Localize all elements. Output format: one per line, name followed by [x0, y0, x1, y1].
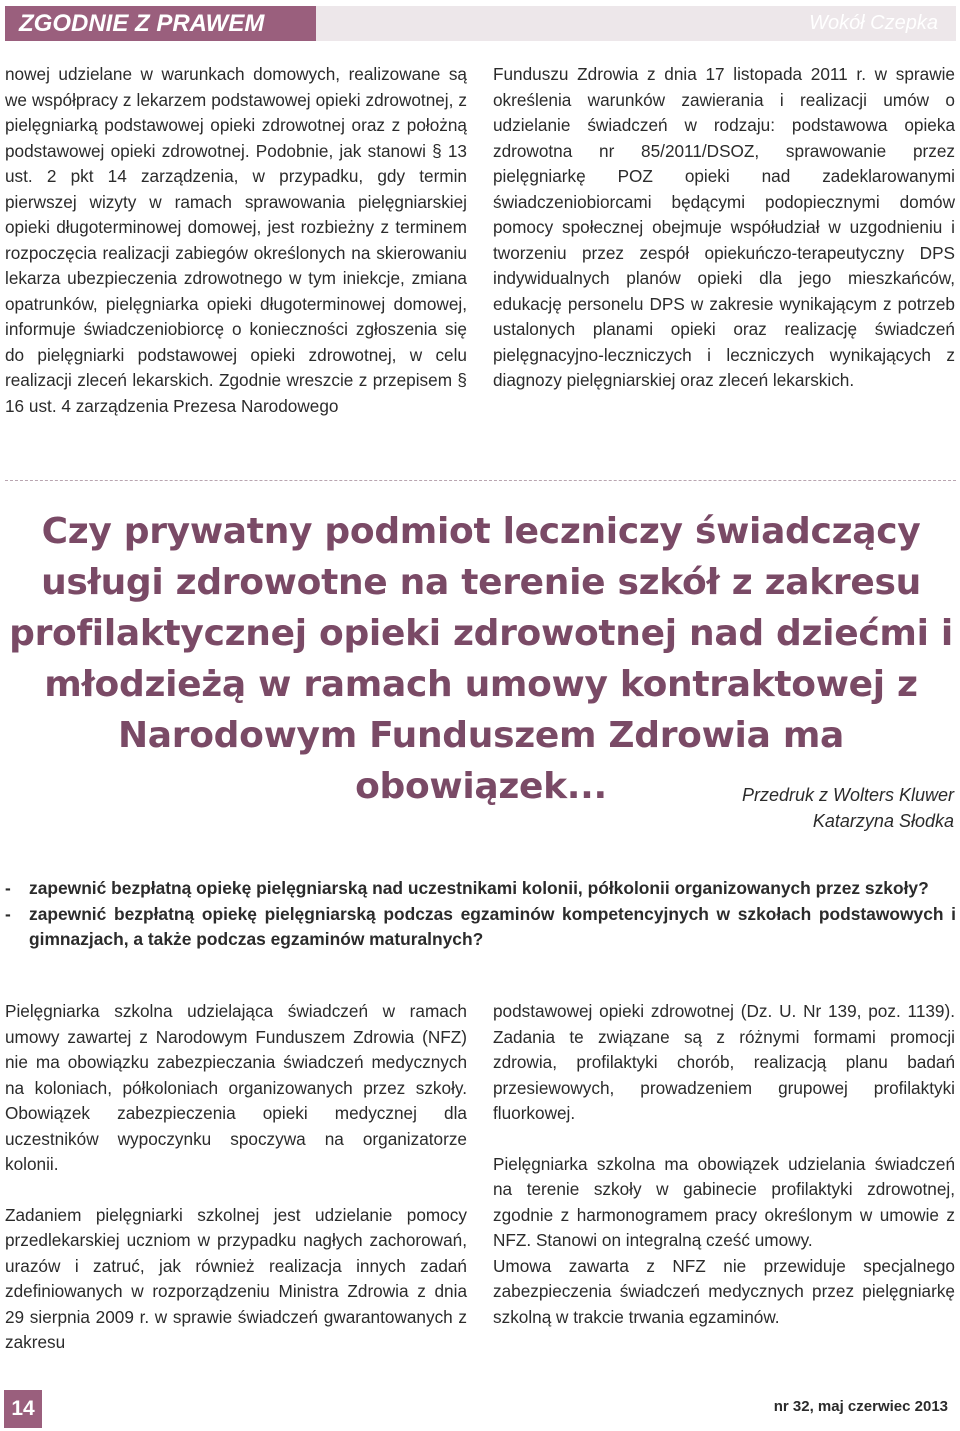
credit-author: Katarzyna Słodka — [812, 811, 954, 831]
question-item — [5, 876, 956, 902]
body-paragraph: podstawowej opieki zdrowotnej (Dz. U. Nr 139, poz. 1139). Zadania te związane są z różnymi formami promocji zdrowia, profilaktyki chorób, realizacją planu badań przesiewowych, prowadzeniem grupowej profilaktyki fluorkowej. — [493, 1001, 955, 1123]
bottom-right-column — [493, 999, 955, 1330]
page-number: 14 — [4, 1390, 42, 1428]
top-right-paragraph: Funduszu Zdrowia z dnia 17 listopada 2011 r. w sprawie określenia warunków zawierania i realizacji umów o udzielanie świadczeń w rodzaju: podstawowa opieka zdrowotna nr 85/2011/DSOZ, sprawowanie przez pielęgniarkę POZ opieki nad zadeklarowanymi świadczeniobiorcami będącymi podopiecznymi domów pomocy społecznej obejmuje współudział w uzgodnieniu i tworzeniu przez zespół opiekuńczo-terapeutyczny DPS indywidualnych planów opieki dla jego mieszkańców, edukację personelu DPS w zakresie wynikającym z potrzeb ustalonych planami opieki oraz realizację świadczeń pielęgnacyjno-leczniczych i leczniczych wynikających z diagnozy pielęgniarskiej oraz zleceń lekarskich. — [493, 64, 955, 390]
body-paragraph: Umowa zawarta z NFZ nie przewiduje specjalnego zabezpieczenia świadczeń medycznych przez pielęgniarkę szkolną w trakcie trwania egzaminów. — [493, 1255, 955, 1327]
bullet-dash: - — [5, 878, 11, 898]
article-headline: Czy prywatny podmiot leczniczy świadczący usługi zdrowotne na terenie szkół z zakresu profilaktycznej opieki zdrowotnej nad dziećmi i młodzieżą w ramach umowy kontraktowej z Narodowym Funduszem Zdrowia ma obowiązek... — [9, 511, 953, 807]
page-header — [5, 6, 956, 41]
section-divider — [5, 480, 956, 481]
top-right-column — [493, 62, 955, 394]
body-paragraph: Zadaniem pielęgniarki szkolnej jest udzielanie pomocy przedlekarskiej uczniom w przypadku nagłych zachorowań, urazów i zatruć, jak również realizacja innych zadań zdefiniowanych w rozporządzeniu Ministra Zdrowia z dnia 29 sierpnia 2009 r. w sprawie świadczeń gwarantowanych z zakresu — [5, 1204, 467, 1352]
question-item — [5, 902, 956, 953]
bullet-dash: - — [5, 903, 11, 924]
body-paragraph: Pielęgniarka szkolna udzielająca świadczeń w ramach umowy zawartej z Narodowym Funduszem Zdrowia (NFZ) nie ma obowiązku zabezpieczania świadczeń medycznych na koloniach, półkoloniach organizowanych przez szkoły. Obowiązek zabezpieczenia opieki medycznej dla uczestników wypoczynku spoczywa na organizatorze kolonii. — [5, 1001, 467, 1174]
credit-source: Przedruk z Wolters Kluwer — [741, 785, 954, 805]
top-left-column — [5, 62, 467, 419]
question-text: zapewnić bezpłatną opiekę pielęgniarską podczas egzaminów kompetencyjnych w szkołach podstawowych i gimnazjach, a także podczas egzaminów maturalnych? — [29, 903, 956, 949]
body-paragraph: Pielęgniarka szkolna ma obowiązek udzielania świadczeń na terenie szkoły w gabinecie profilaktyki zdrowotnej, zgodnie z harmonogramem pracy określonym w umowie z NFZ. Stanowi on integralną cześć umowy. — [493, 1153, 955, 1250]
question-list — [5, 876, 956, 953]
issue-label: nr 32, maj czerwiec 2013 — [773, 1398, 948, 1415]
bottom-left-column — [5, 999, 467, 1356]
article-credit — [742, 782, 954, 834]
question-text: zapewnić bezpłatną opiekę pielęgniarską nad uczestnikami kolonii, półkolonii organizowanych przez szkoły? — [29, 878, 929, 898]
section-title: ZGODNIE Z PRAWEM — [5, 6, 316, 41]
column-title: Wokół Czepka — [316, 6, 956, 41]
top-left-paragraph: nowej udzielane w warunkach domowych, realizowane są we współpracy z lekarzem podstawowej opieki zdrowotnej, z pielęgniarką podstawowej opieki zdrowotnej oraz z położną podstawowej opieki zdrowotnej. Podobnie, jak stanowi § 13 ust. 2 pkt 14 zarządzenia, w przypadku, gdy termin pierwszej wizyty w ramach sprawowania pielęgniarskiej opieki długoterminowej domowej, jest rozbieżny z terminem rozpoczęcia realizacji zabiegów określonych na skierowaniu lekarza ubezpieczenia zdrowotnego w tym iniekcje, zmiana opatrunków, pielęgniarka opieki długoterminowej domowej, informuje świadczeniobiorcę o konieczności zgłoszenia się do pielęgniarki podstawowej opieki zdrowotnej, w celu realizacji zleceń lekarskich. Zgodnie wreszcie z przepisem § 16 ust. 4 zarządzenia Prezesa Narodowego — [5, 64, 467, 416]
